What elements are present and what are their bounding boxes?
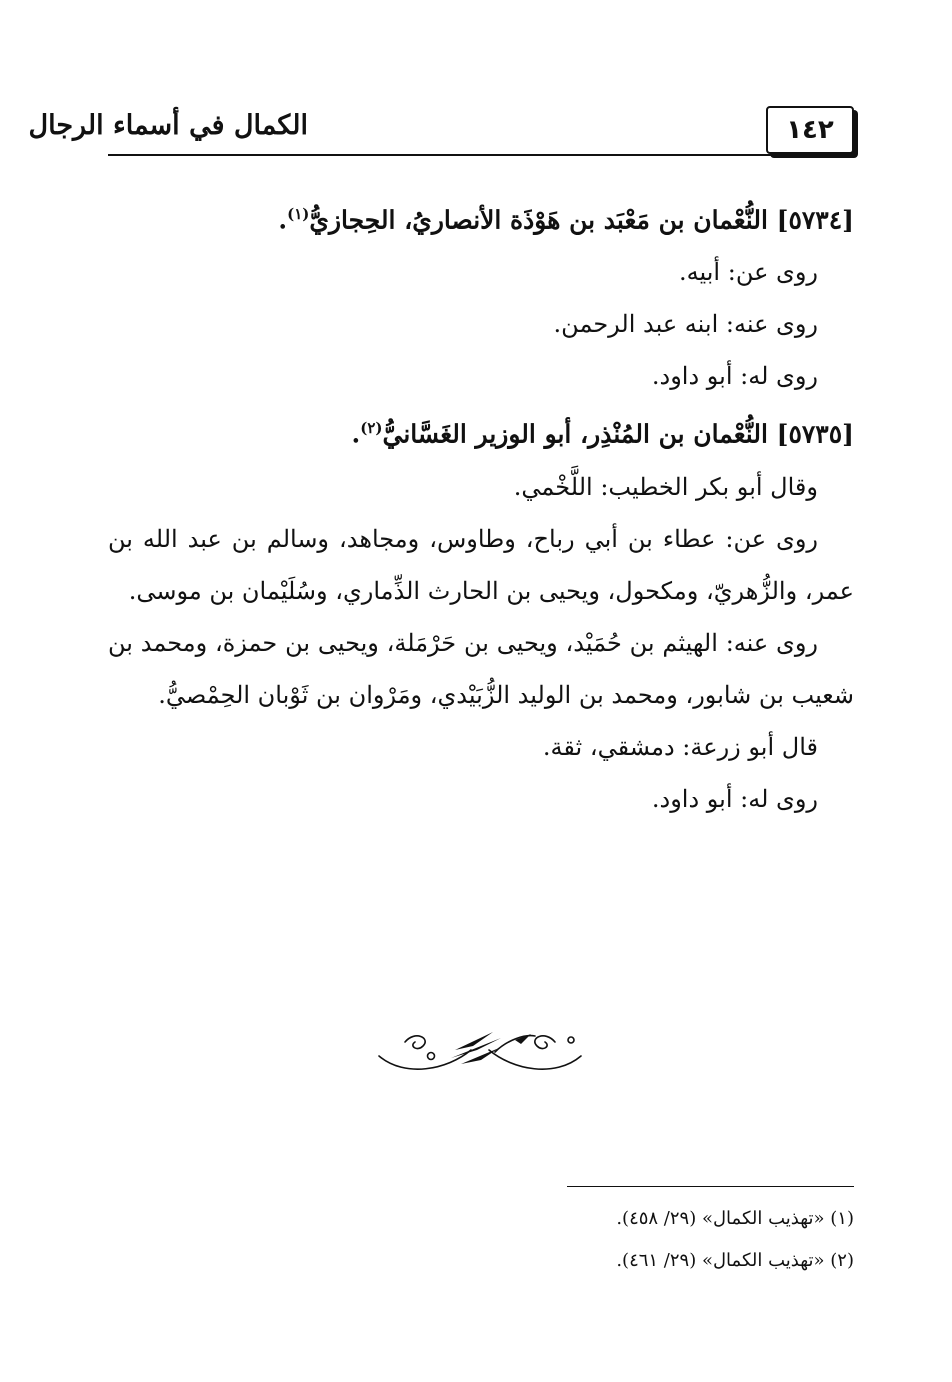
header-divider — [108, 154, 854, 156]
abu-zura-line: قال أبو زرعة: دمشقي، ثقة. — [542, 732, 818, 761]
page-number — [766, 106, 854, 154]
khatib-note-line: وقال أبو بكر الخطيب: اللَّخْمي. — [513, 472, 818, 501]
footnote-2: (٢) «تهذيب الكمال» (٢٩/ ٤٦١). — [616, 1250, 854, 1271]
page-number-text: ١٤٢ — [786, 115, 834, 145]
footnote-1: (١) «تهذيب الكمال» (٢٩/ ٤٥٨). — [616, 1208, 854, 1229]
entry-title-text: [٥٧٣٥] النُّعْمان بن المُنْذِر، أبو الوزير الغَسَّانيُّ — [382, 419, 854, 449]
narrated-by-paragraph: روى عنه: الهيثم بن حُمَيْد، ويحيى بن حَرْمَلة، ويحيى بن حمزة، ومحمد بن شعيب بن شابور، ومحمد بن الوليد الزُّبَيْدي، ومَرْوان بن ثَوْبان الحِمْصيُّ. — [108, 628, 854, 709]
page-header — [28, 98, 854, 160]
book-title: الكمال في أسماء الرجال — [28, 110, 308, 141]
main-text — [108, 188, 854, 825]
entry-title-end: . — [278, 205, 288, 235]
footnote-divider — [567, 1186, 854, 1187]
footnote-ref-2: (٢) — [360, 419, 383, 438]
entry-title-5734 — [108, 188, 854, 246]
entry-title-5735 — [108, 402, 854, 460]
footnote-ref-1: (١) — [287, 205, 310, 223]
entry-title-text: [٥٧٣٤] النُّعْمان بن مَعْبَد بن هَوْذَة الأنصاريُ، الحِجازيُّ — [309, 205, 854, 235]
narrated-by-line: روى عنه: ابنه عبد الرحمن. — [553, 310, 818, 339]
narrated-for-line: روى له: أبو داود. — [651, 784, 818, 813]
footnotes — [108, 1198, 854, 1282]
ornament-divider — [375, 1020, 585, 1074]
narrated-for-line: روى له: أبو داود. — [651, 362, 818, 391]
narrated-from-line: روى عن: أبيه. — [679, 258, 818, 287]
entry-title-end: . — [351, 419, 361, 449]
narrated-from-paragraph: روى عن: عطاء بن أبي رباح، وطاوس، ومجاهد، وسالم بن عبد الله بن عمر، والزُّهريّ، ومكحول، ويحيى بن الحارث الذِّماري، وسُلَيْمان بن موسى. — [108, 524, 854, 605]
